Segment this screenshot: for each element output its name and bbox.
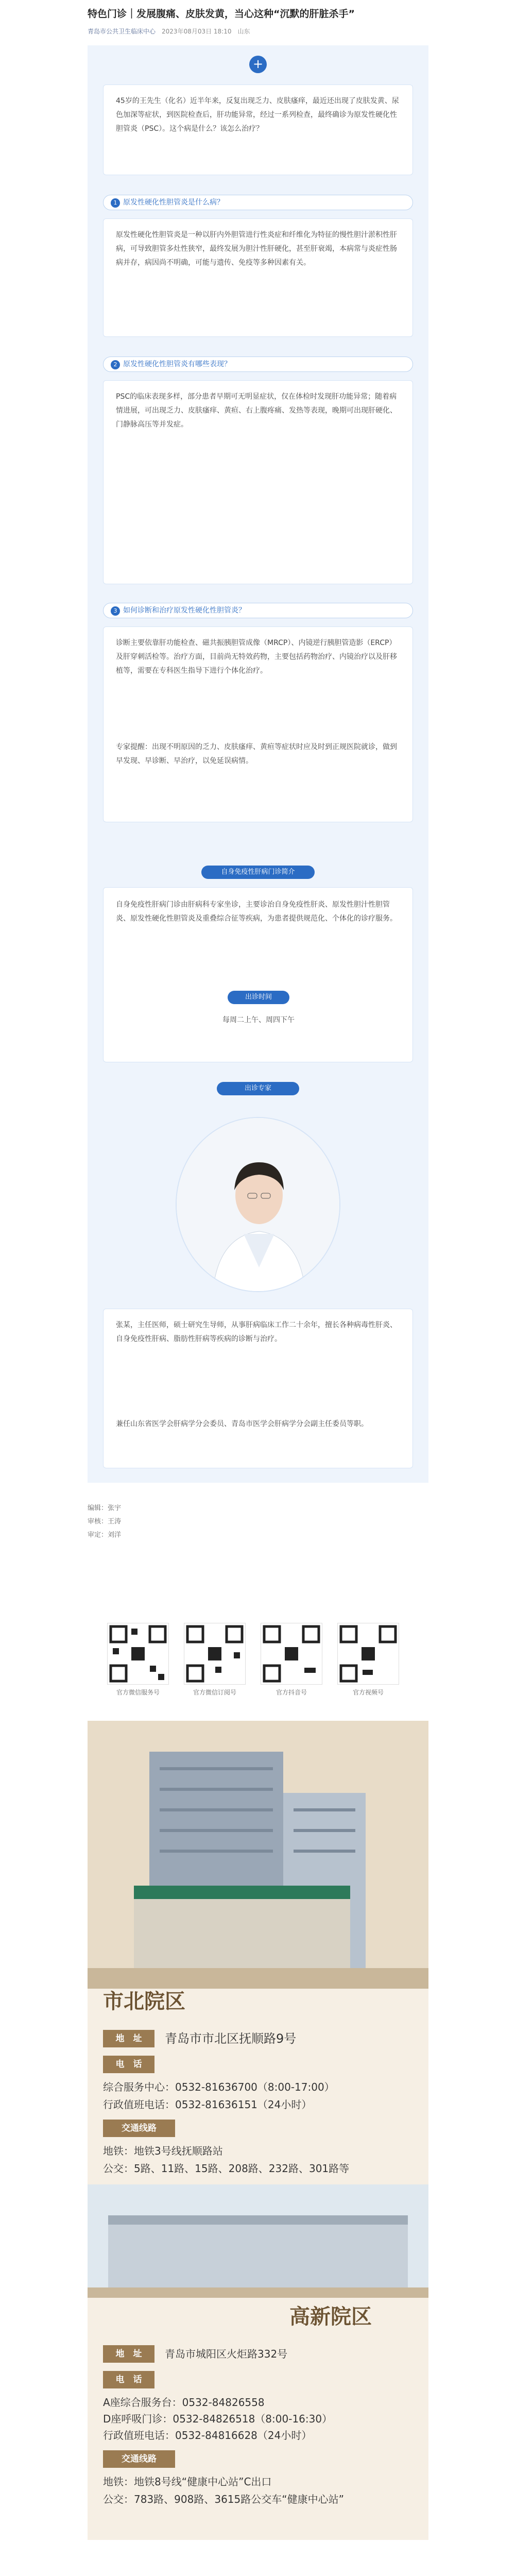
- answer-3-text: 诊断主要依靠肝功能检查、磁共振胰胆管成像（MRCP）、内镜逆行胰胆管造影（ERCP）及肝穿刺活检等。治疗方面，目前尚无特效药物，主要包括药物治疗、内镜治疗以及肝移植等，需要在专科医生指导下进行个体化治疗。: [116, 639, 397, 675]
- north-campus-name: 市北院区: [103, 1990, 185, 2013]
- building-photo: [88, 1721, 428, 1989]
- qr-code[interactable]: [107, 1623, 169, 1685]
- qr-icon: [338, 1623, 399, 1684]
- answer-3-card: [103, 626, 413, 822]
- account-link[interactable]: 青岛市公共卫生临床中心: [88, 28, 156, 35]
- qr-code[interactable]: [184, 1623, 246, 1685]
- answer-1-card: [103, 218, 413, 337]
- north-phone-2: 行政值班电话：0532-81636151（24小时）: [103, 2098, 312, 2111]
- south-campus-card: [88, 2298, 428, 2540]
- intro-card: [103, 84, 413, 175]
- south-addr-label: 地 址: [103, 2345, 154, 2363]
- intro-text: 45岁的王先生（化名）近半年来，反复出现乏力、皮肤瘙痒，最近还出现了皮肤发黄、尿色加深等症状，到医院检查后，肝功能异常，经过一系列检查，最终确诊为原发性硬化性胆管炎（PSC）。这个病是什么？该怎么治疗？: [116, 97, 399, 133]
- north-traffic-label: 交通线路: [103, 2120, 175, 2137]
- credit-reviewer: 审核：王涛: [88, 1518, 122, 1526]
- article-meta: [88, 27, 428, 36]
- clinic-card: [103, 887, 413, 1062]
- clinic-time: 每周二上午、周四下午: [222, 1016, 295, 1024]
- publish-date: 2023年08月03日 18:10: [162, 28, 232, 35]
- doctor-portrait-icon: [177, 1118, 340, 1292]
- south-traffic-label: 交通线路: [103, 2450, 175, 2468]
- question-3: 3 如何诊断和治疗原发性硬化性胆管炎？: [103, 603, 413, 618]
- answer-3-tip: 专家提醒：出现不明原因的乏力、皮肤瘙痒、黄疸等症状时应及时到正规医院就诊，做到早发现、早诊断、早治疗，以免延误病情。: [116, 743, 397, 765]
- qr-icon: [184, 1623, 245, 1684]
- north-bus: 公交：5路、11路、15路、208路、232路、301路等: [103, 2162, 350, 2175]
- south-phone-label: 电 话: [103, 2371, 154, 2388]
- south-phone-1: A座综合服务台：0532-84826558: [103, 2396, 265, 2409]
- qr-icon: [261, 1623, 322, 1684]
- qr-label: 官方视频号: [352, 1689, 384, 1696]
- south-bus: 公交：783路、908路、3615路公交车“健康中心站”: [103, 2493, 344, 2505]
- qr-label: 官方微信订阅号: [193, 1689, 236, 1696]
- north-addr-label: 地 址: [103, 2030, 154, 2047]
- expert-bio-2: 兼任山东省医学会肝病学分会委员、青岛市医学会肝病学分会副主任委员等职。: [116, 1420, 368, 1428]
- clinic-text: 自身免疫性肝病门诊由肝病科专家坐诊，主要诊治自身免疫性肝炎、原发性胆汁性胆管炎、原发性硬化性胆管炎及重叠综合征等疾病，为患者提供规范化、个体化的诊疗服务。: [116, 901, 397, 923]
- north-campus-card: [88, 1721, 428, 2298]
- question-1: 1 原发性硬化性胆管炎是什么病？: [103, 195, 413, 210]
- answer-1-text: 原发性硬化性胆管炎是一种以肝内外胆管进行性炎症和纤维化为特征的慢性胆汁淤积性肝病，可导致胆管多灶性狭窄，最终发展为胆汁性肝硬化，甚至肝衰竭，本病常与炎症性肠病并存，病因尚不明确，可能与遗传、免疫等多种因素有关。: [116, 231, 397, 267]
- expert-badge: 出诊专家: [217, 1082, 299, 1095]
- north-addr: 青岛市市北区抚顺路9号: [165, 2031, 297, 2046]
- article-title: 特色门诊｜发展腹痛、皮肤发黄，当心这种“沉默的肝脏杀手”: [88, 8, 355, 20]
- question-2: 2 原发性硬化性胆管炎有哪些表现？: [103, 357, 413, 372]
- qr-label: 官方微信服务号: [116, 1689, 160, 1696]
- qr-icon: [108, 1623, 168, 1684]
- answer-2-card: [103, 380, 413, 584]
- south-metro: 地铁：地铁8号线“健康中心站”C出口: [103, 2476, 272, 2488]
- clinic-badge: 自身免疫性肝病门诊简介: [201, 866, 315, 879]
- south-phone-2: D座呼吸门诊：0532-84826518（8:00-16:30）: [103, 2413, 333, 2425]
- qr-code[interactable]: [261, 1623, 322, 1685]
- plus-icon: +: [249, 56, 267, 73]
- north-phone-1: 综合服务中心：0532-81636700（8:00-17:00）: [103, 2081, 335, 2093]
- publish-location: 山东: [237, 28, 250, 35]
- credit-auditor: 审定：刘洋: [88, 1531, 122, 1539]
- south-building-photo: [88, 2184, 428, 2298]
- south-phone-3: 行政值班电话：0532-84816628（24小时）: [103, 2429, 312, 2442]
- clinic-time-label: 出诊时间: [228, 991, 289, 1004]
- south-campus-name: 高新院区: [289, 2305, 372, 2329]
- north-metro: 地铁：地铁3号线抚顺路站: [103, 2145, 223, 2157]
- qr-code[interactable]: [337, 1623, 399, 1685]
- expert-photo: [176, 1117, 340, 1292]
- credits: [88, 1502, 428, 1542]
- credit-editor: 编辑：张宇: [88, 1504, 122, 1512]
- south-addr: 青岛市城阳区火炬路332号: [165, 2348, 288, 2360]
- expert-bio: 张某，主任医师，硕士研究生导师，从事肝病临床工作二十余年，擅长各种病毒性肝炎、自身免疫性肝病、脂肪性肝病等疾病的诊断与治疗。: [116, 1321, 397, 1343]
- expert-bio-card: [103, 1309, 413, 1468]
- north-phone-label: 电 话: [103, 2056, 154, 2073]
- expert-panel: [88, 1107, 428, 1483]
- qr-label: 官方抖音号: [276, 1689, 307, 1696]
- answer-2-text: PSC的临床表现多样，部分患者早期可无明显症状，仅在体检时发现肝功能异常；随着病情进展，可出现乏力、皮肤瘙痒、黄疸、右上腹疼痛、发热等表现，晚期可出现肝硬化、门静脉高压等并发症。: [116, 393, 397, 429]
